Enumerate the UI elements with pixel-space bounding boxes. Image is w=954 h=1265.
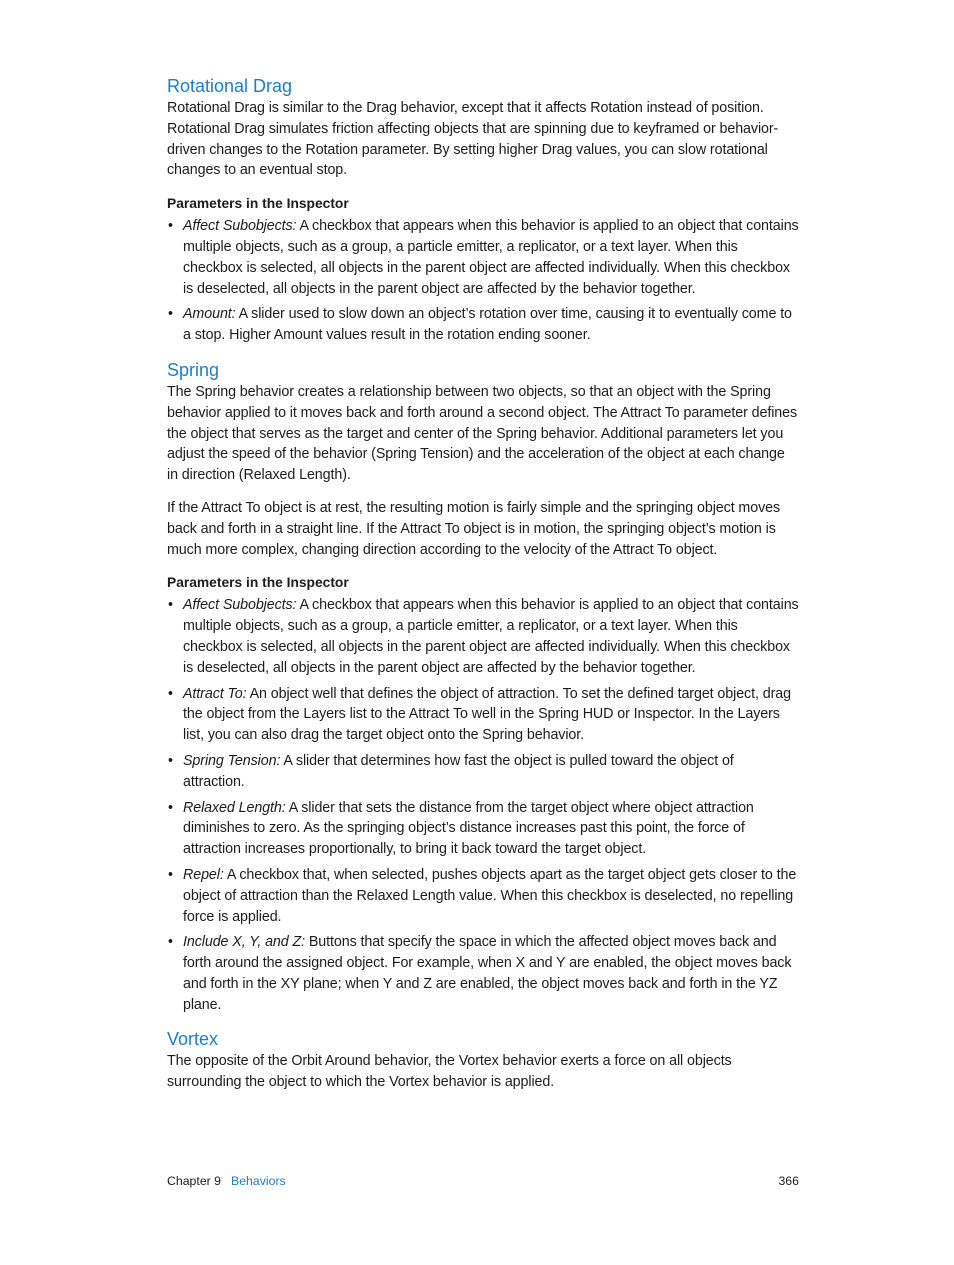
parameter-item-affect-subobjects xyxy=(167,595,799,678)
parameter-term: Affect Subobjects: xyxy=(183,597,297,614)
page-content xyxy=(167,72,799,1093)
parameter-item-amount xyxy=(167,304,799,346)
parameter-description: Buttons that specify the space in which the affected object moves back and forth around the assigned object. For example, when X and Y are enabled, the object moves back and forth in the XY plane; when Y and Z are enabled, the object moves back and forth in the YZ plane. xyxy=(183,934,792,1013)
bullet-icon: • xyxy=(168,799,173,816)
paragraph-spring-2: If the Attract To object is at rest, the resulting motion is fairly simple and the springing object moves back and forth in a straight line. If the Attract To object is in motion, the springing object’s motion is much more complex, changing direction according to the velocity of the Attract To object. xyxy=(167,499,781,558)
bullet-icon: • xyxy=(168,597,173,614)
page-footer xyxy=(167,1172,799,1190)
parameter-item-spring-tension xyxy=(167,751,799,793)
parameter-term: Amount: xyxy=(183,306,236,323)
parameter-list-spring xyxy=(167,595,799,1015)
subheading-parameters: Parameters in the Inspector xyxy=(167,575,349,591)
parameter-term: Include X, Y, and Z: xyxy=(183,934,305,951)
parameter-item-attract-to xyxy=(167,684,799,746)
footer-chapter-title-link[interactable]: Behaviors xyxy=(231,1174,286,1188)
bullet-icon: • xyxy=(168,866,173,883)
parameter-description: A checkbox that appears when this behavior is applied to an object that contains multiple objects, such as a group, a particle emitter, a replicator, or a text layer. When this checkbox is selected, all objects in the parent object are affected individually. When this checkbox is deselected, all objects in the parent object are affected by the behavior together. xyxy=(183,218,799,297)
parameter-item-affect-subobjects xyxy=(167,216,799,299)
paragraph-spring-1: The Spring behavior creates a relationship between two objects, so that an object with the Spring behavior applied to it moves back and forth around a second object. The Attract To parameter defines the object that serves as the target and center of the Spring behavior. Additional parameters let you adjust the speed of the behavior (Spring Tension) and the acceleration of the object at each change in direction (Relaxed Length). xyxy=(167,383,798,484)
section-spring xyxy=(167,358,799,1016)
parameter-description: A slider used to slow down an object’s rotation over time, causing it to eventually come to a stop. Higher Amount values result in the rotation ending sooner. xyxy=(183,306,792,344)
bullet-icon: • xyxy=(168,218,173,235)
parameter-description: A checkbox that, when selected, pushes objects apart as the target object gets closer to the object of attraction than the Relaxed Length value. When this checkbox is deselected, no repelling force is applied. xyxy=(183,866,797,925)
bullet-icon: • xyxy=(168,934,173,951)
parameter-item-include-xyz xyxy=(167,932,799,1015)
section-rotational-drag xyxy=(167,74,799,346)
parameter-term: Repel: xyxy=(183,866,224,883)
section-heading-vortex: Vortex xyxy=(167,1029,219,1050)
parameter-item-repel xyxy=(167,865,799,927)
section-vortex xyxy=(167,1027,799,1093)
subheading-parameters: Parameters in the Inspector xyxy=(167,196,349,212)
parameter-list-rotational-drag xyxy=(167,216,799,346)
parameter-description: A checkbox that appears when this behavior is applied to an object that contains multiple objects, such as a group, a particle emitter, a replicator, or a text layer. When this checkbox is selected, all objects in the parent object are affected individually. When this checkbox is deselected, all objects in the parent object are affected by the behavior together. xyxy=(183,597,799,676)
footer-chapter: Chapter 9 xyxy=(167,1174,222,1188)
page-number: 366 xyxy=(778,1174,799,1188)
paragraph-vortex: The opposite of the Orbit Around behavior, the Vortex behavior exerts a force on all objects surrounding the object to which the Vortex behavior is applied. xyxy=(167,1053,732,1091)
parameter-term: Relaxed Length: xyxy=(183,799,286,816)
parameter-term: Spring Tension: xyxy=(183,752,281,769)
section-heading-rotational-drag: Rotational Drag xyxy=(167,76,293,96)
parameter-term: Affect Subobjects: xyxy=(183,218,297,235)
parameter-description: An object well that defines the object of attraction. To set the defined target object, drag the object from the Layers list to the Attract To well in the Spring HUD or Inspector. In the Layers list, you can also drag the target object onto the Spring behavior. xyxy=(183,685,791,744)
section-heading-spring: Spring xyxy=(167,359,220,380)
bullet-icon: • xyxy=(168,685,173,702)
bullet-icon: • xyxy=(168,752,173,769)
parameter-item-relaxed-length xyxy=(167,798,799,860)
parameter-description: A slider that determines how fast the object is pulled toward the object of attraction. xyxy=(183,752,734,790)
bullet-icon: • xyxy=(168,306,173,323)
parameter-term: Attract To: xyxy=(183,685,247,702)
parameter-description: A slider that sets the distance from the target object where object attraction diminishes to zero. As the springing object’s distance increases past this point, the force of attraction increases proportionally, to bring it back toward the target object. xyxy=(183,799,754,858)
paragraph-rotational-drag: Rotational Drag is similar to the Drag behavior, except that it affects Rotation instead of position. Rotational Drag simulates friction affecting objects that are spinning due to keyframed or behavior-driven changes to the Rotation parameter. By setting higher Drag values, you can slow rotational changes to an eventual stop. xyxy=(167,100,779,179)
